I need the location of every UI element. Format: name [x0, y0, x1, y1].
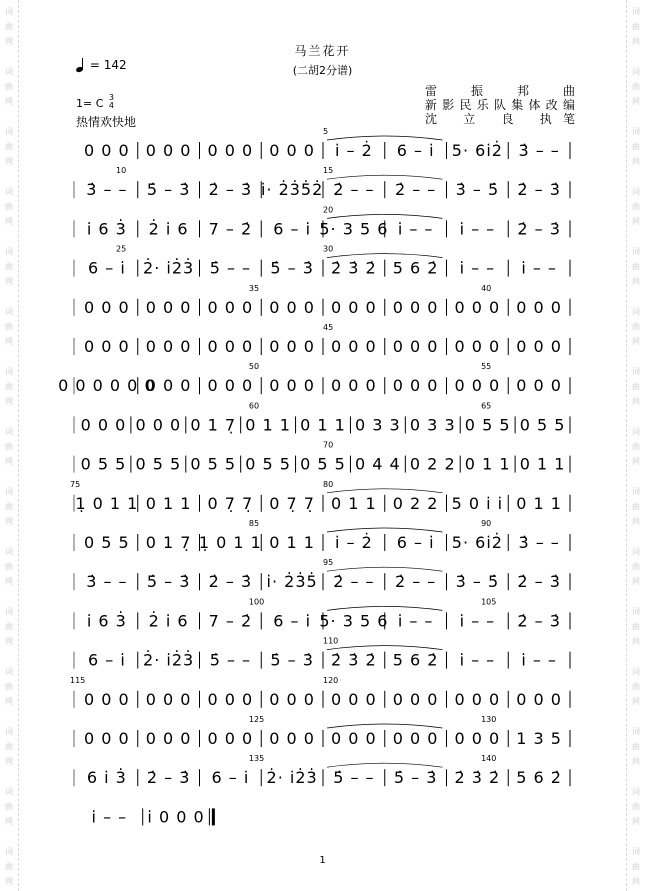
watermark-char: 曲: [632, 862, 640, 871]
measure-notes: 0 0 0: [269, 689, 315, 709]
measure-notes: 5· 6i̇2̇: [451, 141, 503, 160]
watermark-char: 词: [632, 367, 640, 376]
measure-notes: 5̇ – 3̇: [146, 180, 191, 200]
slur: [327, 606, 443, 610]
measure-notes: 0 1 7̣: [145, 533, 192, 552]
measure-notes: 2̇ 3̇ 2̇: [331, 650, 377, 670]
watermark-char: 网: [632, 277, 640, 286]
measure-notes: 0 0 0: [84, 297, 130, 317]
measure-notes: 0 0 0 0 0 0: [58, 376, 156, 396]
bar-number: 100: [248, 597, 265, 607]
bar-number: 35: [248, 283, 260, 293]
measure-notes: 5̇ – 3̇: [270, 258, 314, 278]
watermark-char: 词: [5, 547, 13, 556]
measure-notes: 0 0 0: [392, 689, 439, 709]
measure-notes: 0 0 0: [331, 297, 377, 317]
watermark-char: 网: [632, 37, 640, 46]
measure-notes: 0 0 0: [207, 729, 254, 748]
watermark-char: 网: [5, 37, 13, 46]
watermark-char: 曲: [632, 442, 640, 451]
measure-notes: i̇ – –: [459, 650, 496, 670]
watermark-char: 词: [5, 607, 13, 616]
watermark-char: 曲: [5, 22, 13, 31]
measure-notes: 0 0 0: [269, 337, 315, 356]
measure-notes: 5̇ – 3̇: [146, 572, 191, 592]
watermark-char: 网: [632, 637, 640, 646]
measure-notes: 2̇· i̇2̇3̇: [266, 768, 318, 788]
measure-notes: 0 5 5: [245, 454, 291, 474]
watermark-char: 曲: [632, 742, 640, 751]
measure-notes: 2̇ – –: [394, 180, 437, 200]
measure-notes: 2̇ – 3̇: [208, 572, 253, 592]
measure-notes: 0 0 0: [392, 376, 439, 396]
watermark-char: 网: [632, 877, 640, 886]
measure-notes: 2̇ – 3̇: [517, 180, 561, 200]
score-title: 马兰花开: [294, 44, 351, 58]
measure-notes: i̇ – –: [397, 611, 434, 631]
bar-number: 140: [481, 754, 497, 764]
measure-notes: 6 – i̇: [87, 650, 126, 670]
watermark-char: 曲: [5, 622, 13, 631]
watermark-char: 词: [5, 187, 13, 196]
watermark-char: 网: [5, 277, 13, 286]
line-bar-number: 25: [116, 244, 127, 254]
measure-notes: i̇ – –: [459, 611, 496, 631]
measure-notes: 6 – i̇: [273, 219, 312, 239]
watermark-char: 词: [632, 547, 640, 556]
measure-notes: 0 7̣ 7̣: [207, 493, 254, 513]
watermark-char: 网: [5, 457, 13, 466]
watermark-char: 曲: [5, 382, 13, 391]
slur: [327, 567, 443, 571]
measure-notes: 2̇ – 3̇: [517, 219, 561, 239]
measure-notes: 0 0 0: [454, 297, 501, 317]
measure-notes: 2̇· i̇2̇3̇: [143, 258, 195, 278]
bar-number: 135: [248, 754, 265, 764]
measure-notes: 2̇ – 3̇: [517, 611, 561, 631]
measure-notes: 0 1 7̣: [190, 415, 237, 435]
slur: [327, 175, 443, 179]
measure-notes: 0 0 0: [207, 689, 254, 709]
measure-notes: 0 0 0: [80, 415, 127, 435]
watermark-char: 词: [5, 787, 13, 796]
measure-notes: 3̇ – –: [518, 533, 560, 552]
measure-notes: 0 0 0: [207, 141, 254, 160]
watermark-char: 曲: [5, 802, 13, 811]
watermark-char: 曲: [5, 562, 13, 571]
measure-notes: i̇· 2̇3̇5̇: [266, 572, 318, 592]
measure-notes: 7 – 2̇: [208, 611, 253, 631]
watermark-char: 词: [5, 7, 13, 16]
bar-number: 80: [323, 479, 334, 489]
measure-notes: 3̇ – –: [86, 180, 128, 200]
measure-notes: i̇ – 2̇: [334, 141, 373, 160]
bar-number: 65: [481, 401, 492, 411]
measure-notes: 5̇ – –: [333, 768, 375, 788]
measure-notes: 0 1 1: [145, 493, 192, 513]
measure-notes: 1̣ 0 1 1: [75, 493, 139, 513]
measure-notes: 0 0 0: [392, 729, 439, 748]
slur: [327, 724, 443, 728]
measure-notes: 0 1 1: [331, 493, 377, 513]
measure-notes: 0 0 0: [454, 376, 501, 396]
measure-notes: 5 6 2̇: [516, 768, 562, 788]
measure-notes: 0 0 0: [331, 689, 377, 709]
watermark-char: 词: [632, 427, 640, 436]
watermark-char: 网: [5, 337, 13, 346]
measure-notes: i̇ – –: [521, 650, 557, 670]
measure-notes: 0 0 0: [269, 141, 315, 160]
watermark-char: 曲: [632, 382, 640, 391]
watermark-char: 网: [5, 97, 13, 106]
slur: [327, 528, 443, 532]
bar-number: 105: [481, 597, 497, 607]
watermark-char: 曲: [5, 442, 13, 451]
bar-number: 60: [248, 401, 260, 411]
watermark-char: 网: [5, 577, 13, 586]
measure-notes: 2̇ 3̇ 2̇: [331, 258, 377, 278]
measure-notes: 5 6 2̇: [392, 650, 439, 670]
watermark-char: 词: [5, 427, 13, 436]
watermark-char: 曲: [632, 802, 640, 811]
watermark-char: 曲: [5, 742, 13, 751]
measure-notes: i̇ – –: [91, 807, 128, 827]
score-subtitle: (二胡2分谱): [292, 64, 353, 77]
watermark-char: 词: [5, 67, 13, 76]
watermark-char: 词: [632, 307, 640, 316]
credit-arranger: 新影民乐队集体改编: [425, 98, 575, 112]
measure-notes: 0 1 1: [300, 415, 346, 435]
watermark-char: 网: [632, 157, 640, 166]
measure-notes: 0 0 0: [145, 337, 192, 356]
watermark-char: 网: [632, 517, 640, 526]
measure-notes: 0 0 0: [145, 376, 192, 396]
bar-number: 110: [323, 636, 339, 646]
measure-notes: 0 0 0: [392, 297, 439, 317]
measure-notes: 0 0 0: [269, 376, 315, 396]
watermark-char: 词: [632, 487, 640, 496]
watermark-char: 曲: [632, 202, 640, 211]
watermark-char: 词: [632, 187, 640, 196]
measure-notes: 5̇ – 3̇: [270, 650, 314, 670]
bar-number: 55: [481, 362, 492, 372]
measure-notes: 0 0 0: [454, 337, 501, 356]
measure-notes: 0 4 4: [355, 454, 401, 474]
watermark-char: 网: [5, 637, 13, 646]
measure-notes: 2̇ i̇ 6: [148, 219, 189, 239]
watermark-char: 词: [5, 307, 13, 316]
measure-notes: 0 0 0: [516, 689, 562, 709]
measure-notes: 0 0 0: [135, 415, 182, 435]
watermark-char: 网: [5, 697, 13, 706]
watermark-char: 网: [5, 397, 13, 406]
watermark-char: 网: [632, 217, 640, 226]
watermark-char: 曲: [5, 322, 13, 331]
watermark-char: 网: [5, 817, 13, 826]
watermark-char: 网: [632, 697, 640, 706]
watermark-char: 网: [632, 817, 640, 826]
watermark-char: 曲: [632, 622, 640, 631]
measure-notes: 5· 6i̇2̇: [451, 533, 503, 552]
measure-notes: 0 0 0: [516, 376, 562, 396]
watermark-char: 网: [632, 337, 640, 346]
watermark-char: 词: [5, 727, 13, 736]
watermark-char: 词: [632, 847, 640, 856]
watermark-char: 网: [632, 457, 640, 466]
watermark-char: 词: [632, 127, 640, 136]
watermark-char: 网: [632, 397, 640, 406]
watermark-char: 词: [5, 127, 13, 136]
slur: [327, 136, 443, 140]
bar-number: 125: [248, 715, 265, 724]
measure-notes: 5 0 i̇ i̇: [451, 493, 504, 513]
measure-notes: 5̇ – 3̇: [393, 768, 438, 788]
measure-notes: 2̇· i̇2̇3̇: [143, 650, 195, 670]
watermark-char: 曲: [5, 862, 13, 871]
slur: [327, 254, 443, 258]
measure-notes: 0 0 0: [84, 729, 130, 748]
measure-notes: 5̇ – –: [209, 258, 252, 278]
measure-notes: 0 3 3: [409, 415, 456, 435]
time-signature-bottom: 4: [108, 101, 114, 110]
measure-notes: 5· 3 5 6: [319, 219, 389, 239]
bar-number: 90: [481, 519, 492, 528]
measure-notes: 0 0 0: [145, 297, 192, 317]
watermark-char: 词: [632, 607, 640, 616]
measure-notes: i̇ – –: [521, 258, 557, 278]
measure-notes: 7 – 2̇: [208, 219, 253, 239]
measure-notes: 0 0 0: [84, 337, 130, 356]
tempo-value: = 142: [89, 58, 127, 72]
measure-notes: 0 5 5: [84, 533, 130, 552]
key-label: 1= C: [76, 97, 104, 110]
measure-notes: 0 0 0: [145, 729, 192, 748]
measure-notes: 0 0 0: [331, 337, 377, 356]
bar-number: 30: [323, 244, 334, 254]
watermark-char: 词: [632, 727, 640, 736]
watermark-char: 曲: [5, 682, 13, 691]
watermark-char: 网: [5, 877, 13, 886]
watermark-char: 曲: [632, 562, 640, 571]
watermark-char: 曲: [632, 142, 640, 151]
measure-notes: 0 0 0: [84, 141, 130, 160]
credit-scribe: 沈 立 良 执笔: [425, 112, 575, 126]
watermark-char: 曲: [632, 502, 640, 511]
line-bar-number: 10: [116, 166, 127, 176]
measure-notes: 2̇ i̇ 6: [148, 611, 189, 631]
slur: [327, 489, 443, 493]
measure-notes: i̇ – –: [397, 219, 434, 239]
bar-number: 120: [323, 675, 339, 685]
time-signature-top: 3: [108, 93, 114, 102]
watermark-char: 词: [5, 667, 13, 676]
measure-notes: 0 0 0: [145, 689, 192, 709]
watermark-char: 词: [632, 67, 640, 76]
measure-notes: 6 – i̇: [273, 611, 312, 631]
watermark-char: 曲: [5, 202, 13, 211]
measure-notes: 2̇ – –: [333, 180, 375, 200]
watermark-char: 词: [632, 667, 640, 676]
measure-notes: 0 7̣ 7̣: [269, 493, 315, 513]
watermark-char: 网: [5, 217, 13, 226]
bar-number: 20: [323, 205, 334, 215]
slur: [327, 763, 443, 767]
measure-notes: i̇· 2̇3̇5̇2̇: [260, 180, 324, 200]
measure-notes: 0 2 2: [392, 493, 439, 513]
slur: [327, 646, 443, 650]
watermark-char: 曲: [632, 82, 640, 91]
watermark-char: 曲: [632, 22, 640, 31]
measure-notes: i̇ 0 0 0: [147, 807, 205, 827]
measure-notes: 0 1 1: [245, 415, 291, 435]
watermark-char: 曲: [632, 322, 640, 331]
watermark-char: 词: [632, 787, 640, 796]
bar-number: 85: [248, 519, 260, 528]
measure-notes: 1̣ 0 1 1: [198, 533, 262, 552]
line-bar-number: 75: [70, 479, 81, 489]
measure-notes: 2̇ – –: [394, 572, 437, 592]
measure-notes: 3̇ – –: [518, 141, 560, 160]
measure-notes: 0 1 1: [519, 454, 566, 474]
measure-notes: 6 – i̇: [87, 258, 126, 278]
watermark-char: 网: [5, 157, 13, 166]
measure-notes: i̇ – –: [459, 219, 496, 239]
watermark-char: 网: [5, 517, 13, 526]
bar-number: 95: [323, 558, 334, 568]
measure-notes: 5 6 2̇: [392, 258, 439, 278]
expression-marking: 热情欢快地: [76, 115, 137, 129]
measure-notes: 0 0 0: [207, 376, 254, 396]
measure-notes: 0 0 0: [516, 337, 562, 356]
measure-notes: 2̇ 3̇ 2̇: [454, 768, 501, 788]
credit-composer: 雷 振 邦 曲: [425, 84, 575, 98]
measure-notes: 0 0 0: [331, 729, 377, 748]
measure-notes: 3̇ – 5̇: [455, 572, 500, 592]
measure-notes: 2̇ – 3̇: [146, 768, 191, 788]
measure-notes: 0 2 2: [409, 454, 456, 474]
watermark-char: 网: [632, 577, 640, 586]
watermark-char: 词: [5, 367, 13, 376]
measure-notes: 0 0 0: [454, 729, 501, 748]
measure-notes: 0 0 0: [516, 297, 562, 317]
watermark-char: 曲: [5, 502, 13, 511]
measure-notes: 6 – i̇: [396, 533, 435, 552]
bar-number: 40: [481, 283, 492, 293]
measure-notes: 6 – i̇: [396, 141, 435, 160]
bar-number: 5: [323, 127, 329, 136]
measure-notes: 0 0 0: [145, 141, 192, 160]
watermark-char: 网: [632, 757, 640, 766]
measure-notes: 0 5 5: [80, 454, 127, 474]
measure-notes: 0 1 1: [269, 533, 315, 552]
bar-number: 130: [481, 715, 497, 724]
measure-notes: 1 3 5: [516, 729, 562, 748]
measure-notes: 0 1 1: [464, 454, 511, 474]
page-number: 1: [319, 855, 326, 866]
measure-notes: i̇ – –: [459, 258, 496, 278]
measure-notes: 0 5 5: [300, 454, 346, 474]
measure-notes: i̇ 6 3̇: [86, 611, 127, 631]
measure-notes: 0 5 5: [190, 454, 237, 474]
measure-notes: 0 5 5: [519, 415, 566, 435]
watermark-char: 曲: [5, 82, 13, 91]
watermark-char: 网: [632, 97, 640, 106]
measure-notes: i̇ – 2̇: [334, 533, 373, 552]
measure-notes: 0 0 0: [269, 729, 315, 748]
line-bar-number: 115: [70, 675, 86, 685]
bar-number: 50: [248, 362, 260, 372]
measure-notes: 0 0 0: [207, 337, 254, 356]
measure-notes: 5· 3 5 6: [319, 611, 389, 631]
slur: [327, 214, 443, 218]
bar-number: 70: [323, 440, 334, 450]
measure-notes: 3̇ – 5̇: [455, 180, 500, 200]
measure-notes: 6 – i̇: [211, 768, 250, 788]
measure-notes: 0 5 5: [135, 454, 182, 474]
measure-notes: 0 5 5: [464, 415, 511, 435]
measure-notes: 5̇ – –: [209, 650, 252, 670]
measure-notes: 2̇ – –: [333, 572, 375, 592]
watermark-char: 曲: [5, 142, 13, 151]
watermark-char: 词: [5, 247, 13, 256]
watermark-char: 词: [5, 487, 13, 496]
watermark-char: 词: [632, 7, 640, 16]
measure-notes: i̇ 6 3̇: [86, 219, 127, 239]
measure-notes: 0 0 0: [207, 297, 254, 317]
bar-number: 15: [323, 166, 334, 176]
watermark-char: 网: [5, 757, 13, 766]
watermark-char: 曲: [5, 262, 13, 271]
measure-notes: 0 0 0: [454, 689, 501, 709]
measure-notes: 2̇ – 3̇: [517, 572, 561, 592]
measure-notes: 0 3 3: [355, 415, 401, 435]
measure-notes: 0 0 0: [392, 337, 439, 356]
measure-notes: 0 0 0: [269, 297, 315, 317]
bar-number: 45: [323, 323, 334, 332]
watermark-char: 词: [5, 847, 13, 856]
measure-notes: 0 0 0: [331, 376, 377, 396]
measure-notes: 0 1 1: [516, 493, 562, 513]
watermark-char: 词: [632, 247, 640, 256]
watermark-char: 曲: [632, 262, 640, 271]
watermark-char: 曲: [632, 682, 640, 691]
measure-notes: 0 0 0: [84, 689, 130, 709]
measure-notes: 2̇ – 3̇: [208, 180, 253, 200]
measure-notes: 6 i̇ 3̇: [86, 768, 127, 788]
measure-notes: 3̇ – –: [86, 572, 128, 592]
